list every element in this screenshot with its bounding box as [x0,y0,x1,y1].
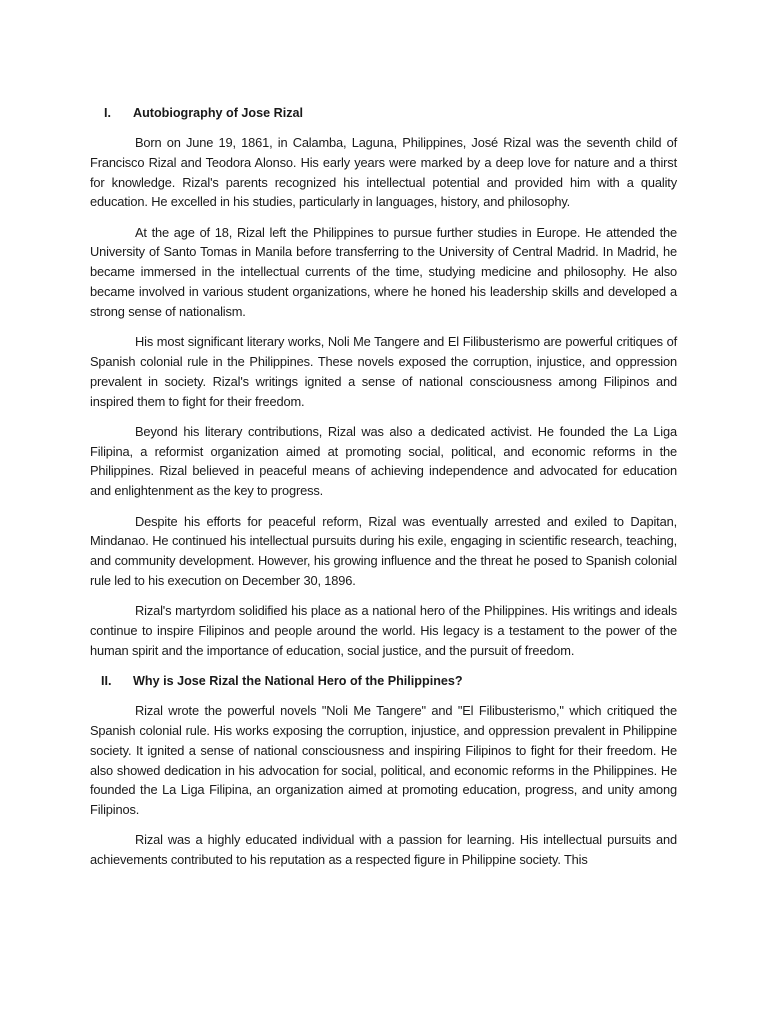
paragraph: Rizal was a highly educated individual with a passion for learning. His intellectual pursuits and achievements contributed to his reputation as a respected figure in Philippine society. This [90,832,677,868]
section-number: II. [101,674,112,689]
paragraph: Rizal's martyrdom solidified his place as a national hero of the Philippines. His writings and ideals continue to inspire Filipinos and people around the world. His legacy is a testament to the power of the human spirit and the importance of education, social justice, and the pursuit of freedom. [90,603,677,658]
paragraph: Despite his efforts for peaceful reform, Rizal was eventually arrested and exiled to Dapitan, Mindanao. He continued his intellectual pursuits during his exile, engaging in scientific research, teaching, and community development. However, his growing influence and the threat he posed to Spanish colonial rule led to his execution on December 30, 1896. [90,513,677,588]
paragraph: Born on June 19, 1861, in Calamba, Laguna, Philippines, José Rizal was the seventh child of Francisco Rizal and Teodora Alonso. His early years were marked by a deep love for nature and a thirst for knowledge. Rizal's parents recognized his intellectual potential and provided him with a quality education. He excelled in his studies, particularly in languages, history, and philosophy. [90,135,677,210]
paragraph: Rizal wrote the powerful novels "Noli Me Tangere" and "El Filibusterismo," which critiqued the Spanish colonial rule. His works exposing the corruption, injustice, and oppression prevalent in Philippine society. It ignited a sense of national consciousness and inspiring Filipinos to fight for their freedom. He also showed dedication in his advocation for social, political, and economic reforms in the Philippines. He founded the La Liga Filipina, an organization aimed at promoting education, progress, and unity among Filipinos. [90,703,677,818]
section-title: Autobiography of Jose Rizal [133,106,304,120]
section-title: Why is Jose Rizal the National Hero of the Philippines? [133,674,463,689]
section-heading [90,671,677,691]
paragraph: His most significant literary works, Noli Me Tangere and El Filibusterismo are powerful critiques of Spanish colonial rule in the Philippines. These novels exposed the corruption, injustice, and oppression prevalent in society. Rizal's writings ignited a sense of national consciousness among Filipinos and inspired them to fight for their freedom. [90,334,677,409]
section-number: I. [104,106,111,120]
document-page [90,103,677,881]
section-heading [90,103,677,123]
paragraph: Beyond his literary contributions, Rizal was also a dedicated activist. He founded the La Liga Filipina, a reformist organization aimed at promoting social, political, and economic reforms in the Philippines. Rizal believed in peaceful means of achieving independence and advocated for education and enlightenment as the key to progress. [90,423,677,499]
paragraph: At the age of 18, Rizal left the Philippines to pursue further studies in Europe. He attended the University of Santo Tomas in Manila before transferring to the University of Central Madrid. In Madrid, he became immersed in the intellectual currents of the time, studying medicine and philosophy. He also became involved in various student organizations, where he honed his leadership skills and developed a strong sense of nationalism. [90,224,677,319]
